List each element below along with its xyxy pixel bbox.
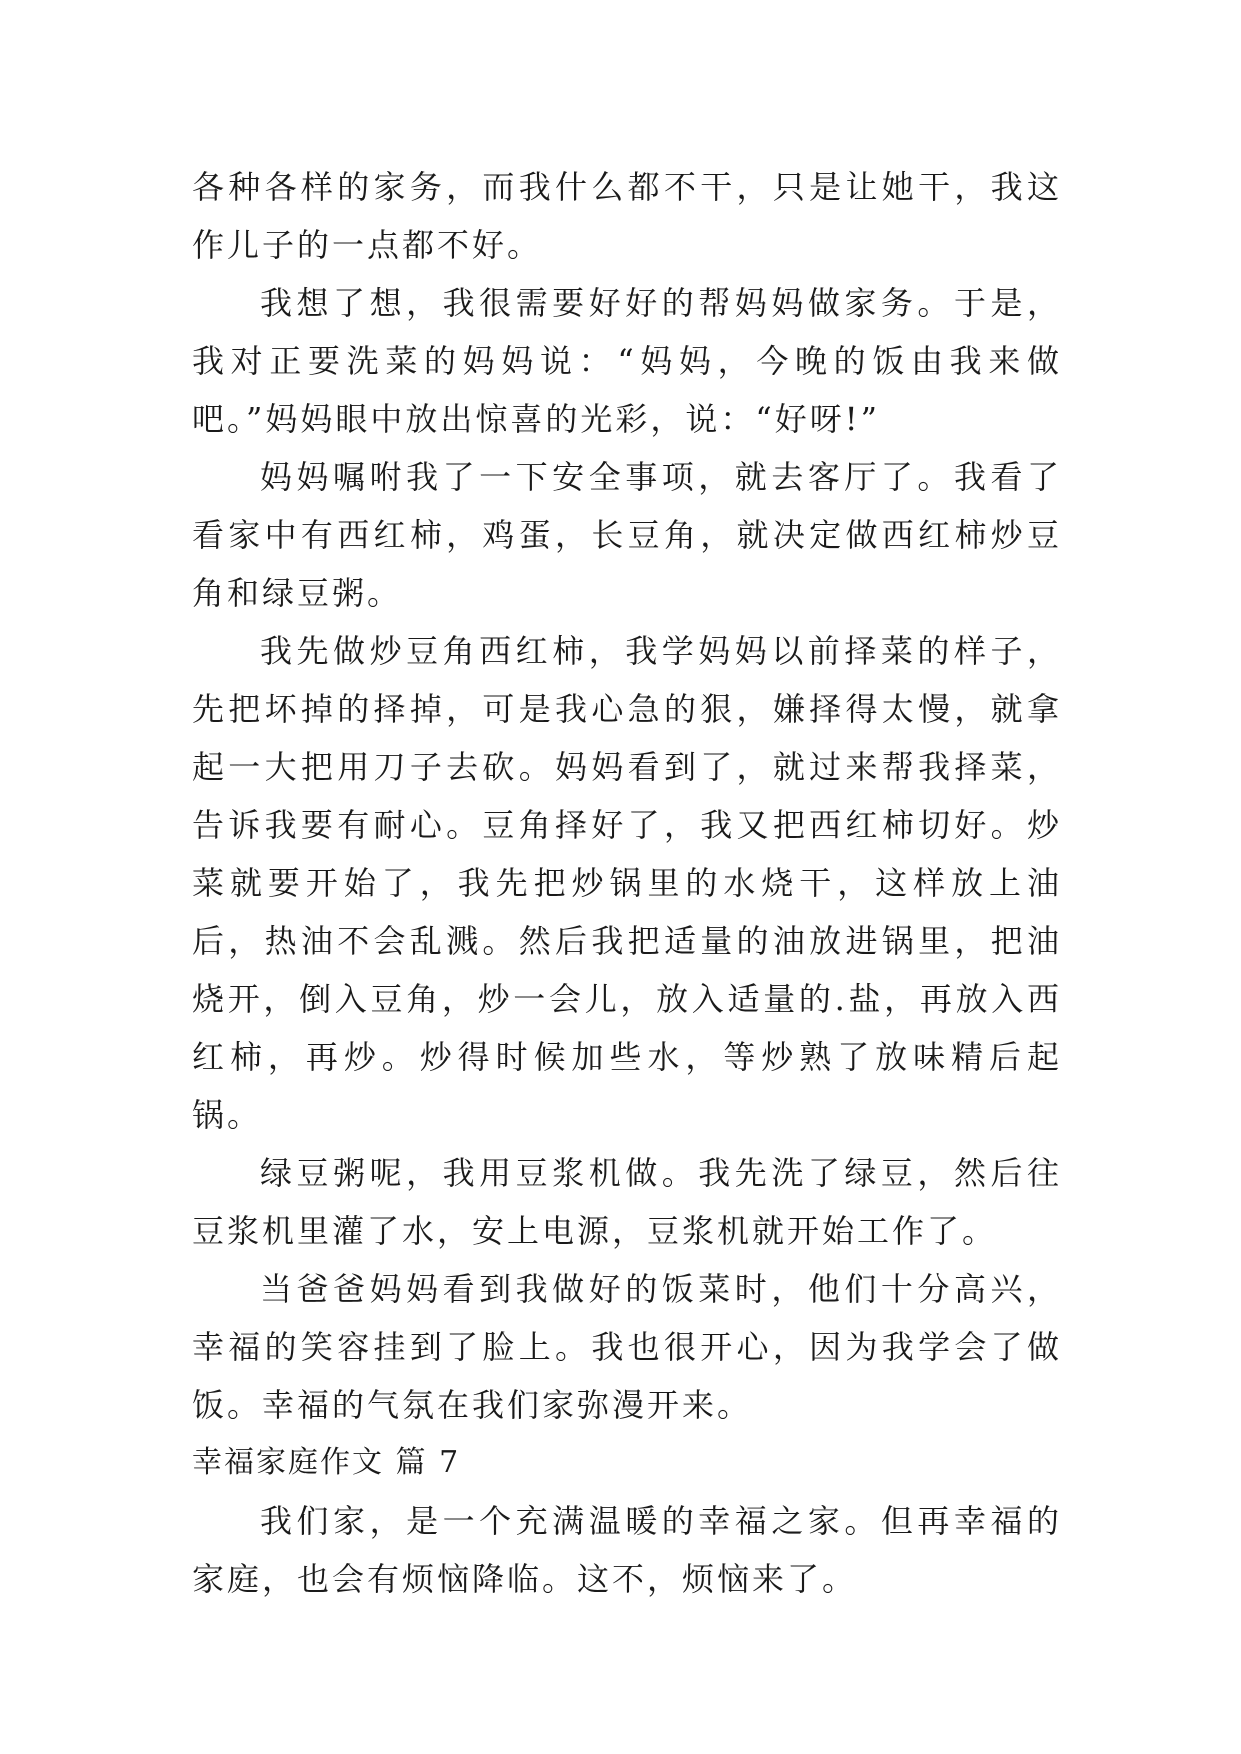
paragraph-1: 各种各样的家务，而我什么都不干，只是让她干，我这作儿子的一点都不好。 bbox=[192, 168, 1062, 264]
section-heading: 幸福家庭作文 篇 7 bbox=[192, 1445, 461, 1480]
paragraph-3: 妈妈嘱咐我了一下安全事项，就去客厅了。我看了看家中有西红柿，鸡蛋，长豆角，就决定做西红柿炒豆角和绿豆粥。 bbox=[192, 458, 1062, 612]
document-body bbox=[192, 158, 1062, 1608]
paragraph-4: 我先做炒豆角西红柿，我学妈妈以前择菜的样子，先把坏掉的择掉，可是我心急的狠，嫌择得太慢，就拿起一大把用刀子去砍。妈妈看到了，就过来帮我择菜，告诉我要有耐心。豆角择好了，我又把西红柿切好。炒菜就要开始了，我先把炒锅里的水烧干，这样放上油后，热油不会乱溅。然后我把适量的油放进锅里，把油烧开，倒入豆角，炒一会儿，放入适量的.盐，再放入西红柿，再炒。炒得时候加些水，等炒熟了放味精后起锅。 bbox=[192, 632, 1062, 1134]
paragraph-2: 我想了想，我很需要好好的帮妈妈做家务。于是，我对正要洗菜的妈妈说：“妈妈，今晚的饭由我来做吧。”妈妈眼中放出惊喜的光彩，说：“好呀!” bbox=[192, 284, 1062, 438]
paragraph-6: 当爸爸妈妈看到我做好的饭菜时，他们十分高兴，幸福的笑容挂到了脸上。我也很开心，因为我学会了做饭。幸福的气氛在我们家弥漫开来。 bbox=[192, 1270, 1062, 1424]
paragraph-5: 绿豆粥呢，我用豆浆机做。我先洗了绿豆，然后往豆浆机里灌了水，安上电源，豆浆机就开始工作了。 bbox=[192, 1154, 1062, 1250]
paragraph-7: 我们家，是一个充满温暖的幸福之家。但再幸福的家庭，也会有烦恼降临。这不，烦恼来了。 bbox=[192, 1502, 1062, 1598]
